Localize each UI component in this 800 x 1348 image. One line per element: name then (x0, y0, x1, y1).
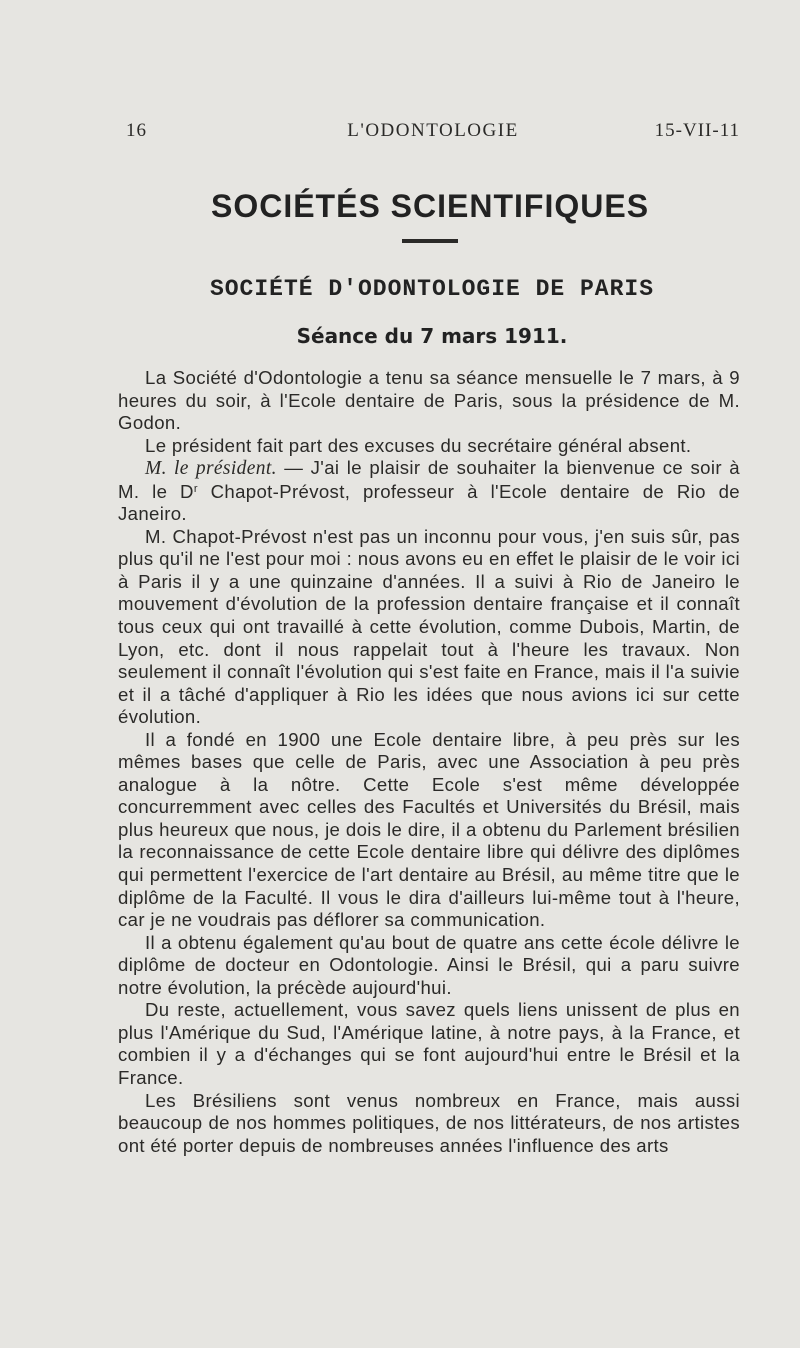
section-title: SOCIÉTÉS SCIENTIFIQUES (210, 188, 650, 224)
page-number: 16 (126, 120, 147, 141)
speaker-label: M. le président. (145, 458, 277, 480)
journal-title: L'ODONTOLOGIE (347, 120, 519, 141)
title-rule (402, 239, 458, 243)
paragraph: Il a fondé en 1900 une Ecole dentaire libre, à peu près sur les mêmes bases que celle de Paris, avec une Association à peu près analogue à la nôtre. Cette Ecole s'est même développée concurremment avec celles des Facultés et Universités du Brésil, mais plus heureux que nous, je dois le dire, il a obtenu du Parlement brésilien la reconnaissance de cette Ecole dentaire libre qui délivre des diplômes qui permettent l'exercice de l'art dentaire au Brésil, au même titre que le diplôme de la Faculté. Il vous le dira d'ailleurs lui-même tout à l'heure, car je ne voudrais pas déflorer sa communication. (118, 728, 740, 931)
running-header (126, 120, 740, 144)
paragraph (118, 457, 740, 526)
speech-text: — J'ai le plaisir de souhaiter la bienvenue ce soir à M. le D (118, 457, 740, 502)
issue-date: 15-VII-11 (654, 120, 740, 141)
speech-text: Chapot-Prévost, professeur à l'Ecole dentaire de Rio de Janeiro. (118, 480, 740, 525)
superscript: r (193, 482, 198, 495)
session-title: Séance du 7 mars 1911. (296, 324, 568, 348)
paragraph: Du reste, actuellement, vous savez quels liens unissent de plus en plus l'Amérique du Sud, l'Amérique latine, à notre pays, à la France, et combien il y a d'échanges qui se font aujourd'hui entre le Brésil et la France. (118, 999, 740, 1088)
paragraph: Il a obtenu également qu'au bout de quatre ans cette école délivre le diplôme de docteur en Odontologie. Ainsi le Brésil, qui a paru suivre notre évolution, la précède aujourd'hui. (118, 931, 740, 998)
paragraph: M. Chapot-Prévost n'est pas un inconnu pour vous, j'en suis sûr, pas plus qu'il ne l'est pour moi : nous avons eu en effet le plaisir de le voir ici à Paris il y a une quinzaine d'années. Il a suivi à Rio de Janeiro le mouvement d'évolution de la profession dentaire française et il connaît tous ceux qui ont travaillé à cette évolution, comme Dubois, Martin, de Lyon, etc. dont il nous rappelait tout à l'heure les travaux. Non seulement il connaît l'évolution qui s'est faite en France, mais il l'a suivie et il a tâché d'appliquer à Rio les idées que nous avions ici sur cette évolution. (118, 525, 740, 728)
paragraph: La Société d'Odontologie a tenu sa séance mensuelle le 7 mars, à 9 heures du soir, à l'Ecole dentaire de Paris, sous la présidence de M. Godon. (118, 367, 740, 434)
society-title: SOCIÉTÉ D'ODONTOLOGIE DE PARIS (209, 276, 655, 302)
article-body (118, 367, 740, 1157)
paragraph: Le président fait part des excuses du secrétaire général absent. (145, 434, 692, 456)
paragraph: Les Brésiliens sont venus nombreux en France, mais aussi beaucoup de nos hommes politiques, de nos littérateurs, de nos artistes ont été porter depuis de nombreuses années l'influence des arts (118, 1089, 740, 1156)
